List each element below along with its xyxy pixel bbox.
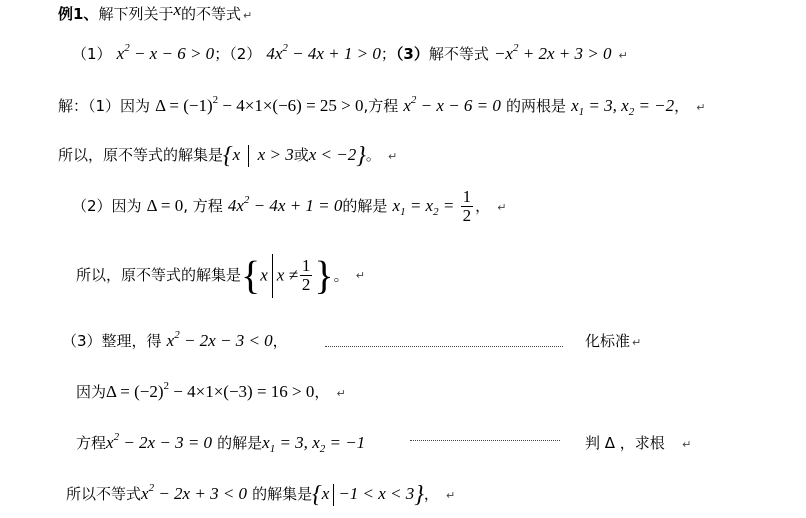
problem-sep: ； bbox=[214, 45, 230, 63]
paragraph-mark: ↵ bbox=[336, 387, 346, 400]
example-label: 例1、 bbox=[58, 5, 99, 23]
solution2-line bbox=[72, 188, 506, 225]
solution2-end: ， bbox=[475, 197, 491, 215]
problem3-text: 解不等式 bbox=[428, 45, 489, 63]
step4-expr: $x^2 - 2x + 3 < 0$ bbox=[141, 482, 248, 503]
fraction-denominator: 2 bbox=[301, 275, 311, 294]
solution2-mid: , 方程 bbox=[183, 197, 223, 215]
example-title-end: 的不等式 bbox=[181, 5, 242, 23]
fraction-numerator: 1 bbox=[462, 187, 472, 206]
solution2-eq: $4x^2 - 4x + 1 = 0$ bbox=[227, 194, 343, 215]
problem1-expr: $x^2 - x - 6 > 0$ bbox=[116, 42, 215, 63]
paragraph-mark: ↵ bbox=[682, 438, 692, 451]
solution1-end: ， bbox=[674, 97, 690, 115]
solution1-mid: ,方程 bbox=[363, 97, 399, 115]
solution1-roots-text: 的两根是 bbox=[506, 97, 567, 115]
step4-end: ， bbox=[423, 485, 439, 503]
solution1-eq: $x^2 - x - 6 = 0$ bbox=[403, 94, 501, 115]
set-divider bbox=[272, 254, 273, 298]
paragraph-mark: ↵ bbox=[497, 201, 507, 214]
example-heading bbox=[58, 0, 252, 26]
step3-prefix: 方程 bbox=[76, 434, 107, 452]
fraction-numerator: 1 bbox=[301, 256, 311, 275]
step1-note bbox=[585, 331, 641, 353]
step2-prefix: 因为 bbox=[76, 383, 107, 401]
problem-list bbox=[72, 44, 628, 66]
step1-prefix: （3）整理，得 bbox=[62, 332, 162, 350]
paragraph-mark: ↵ bbox=[387, 150, 398, 163]
problem1-label: （1） bbox=[72, 45, 112, 63]
solution2-conclusion-end: 。 bbox=[333, 266, 349, 285]
solution2-set-fraction bbox=[300, 257, 313, 294]
solution1-conclusion-end: 。 bbox=[365, 146, 381, 164]
solution1-conclusion-text: 所以，原不等式的解集是 bbox=[58, 146, 224, 164]
solution1-conclusion bbox=[58, 143, 398, 170]
example-title: 解下列关于 bbox=[98, 5, 174, 23]
step1-leader-dots bbox=[325, 346, 563, 347]
step4-mid: 的解集是 bbox=[252, 485, 313, 503]
step1-note-text: 化标准 bbox=[585, 332, 631, 350]
solution3-step4 bbox=[66, 482, 456, 509]
paragraph-mark: ↵ bbox=[696, 101, 706, 114]
solution2-roots-text: 的解是 bbox=[342, 197, 388, 215]
step3-note-text: 判 Δ ，求根 bbox=[585, 434, 665, 452]
paragraph-mark: ↵ bbox=[243, 9, 253, 22]
step1-expr: $x^2 - 2x - 3 < 0$ bbox=[166, 329, 273, 350]
paragraph-mark: ↵ bbox=[446, 489, 456, 502]
solution2-conclusion-text: 所以，原不等式的解集是 bbox=[76, 266, 242, 284]
solution2-set-cond: x ≠ bbox=[276, 265, 298, 285]
problem2-expr: $4x^2 - 4x + 1 > 0$ bbox=[266, 42, 381, 63]
step3-eq: $x^2 - 2x - 3 = 0$ bbox=[106, 431, 213, 452]
solution2-prefix: （2）因为 bbox=[72, 197, 142, 215]
step3-roots: $x_1 = 3$, $x_2 = -1$ bbox=[262, 433, 366, 455]
solution2-roots: $x_1 = x_2$ = bbox=[392, 196, 459, 218]
solution2-delta: Δ = 0 bbox=[146, 196, 184, 215]
set-right-brace: } bbox=[314, 252, 334, 298]
step4-set: {x −1 < x < 3} bbox=[312, 482, 424, 509]
solution1-line bbox=[58, 96, 705, 118]
problem-sep: ； bbox=[380, 45, 396, 63]
solution2-conclusion bbox=[76, 250, 365, 300]
solution3-step1 bbox=[62, 331, 288, 351]
step3-note bbox=[585, 433, 691, 455]
paragraph-mark: ↵ bbox=[632, 336, 642, 349]
paragraph-mark: ↵ bbox=[618, 49, 628, 62]
solution1-prefix: 解：（1）因为 bbox=[58, 97, 151, 115]
step2-expr: $\Delta = (-2)^2 - 4\times 1\times(-3) = 16 > 0$ bbox=[106, 380, 315, 401]
fraction-denominator: 2 bbox=[462, 206, 472, 225]
solution2-fraction bbox=[461, 188, 474, 225]
step4-prefix: 所以不等式 bbox=[66, 485, 142, 503]
step1-end: ， bbox=[272, 332, 288, 350]
solution3-step2 bbox=[76, 382, 346, 404]
solution3-step3 bbox=[76, 433, 365, 453]
set-left-brace: { bbox=[241, 252, 261, 298]
problem3-label: （3） bbox=[395, 45, 429, 63]
solution2-set-var: x bbox=[260, 265, 268, 285]
solution1-delta: $\Delta = (-1)^2 - 4\times 1\times(-6) = 25 > 0$ bbox=[155, 94, 364, 115]
problem2-label: （2） bbox=[229, 45, 262, 63]
solution1-set: {x x > 3或x < −2} bbox=[223, 143, 366, 170]
step2-end: ， bbox=[314, 383, 330, 401]
step3-mid: 的解是 bbox=[217, 434, 263, 452]
paragraph-mark: ↵ bbox=[355, 268, 365, 282]
example-var: x bbox=[173, 0, 181, 19]
solution1-roots: $x_1 = 3$, $x_2 = -2$ bbox=[571, 96, 675, 118]
step3-leader-dots bbox=[410, 440, 560, 441]
problem3-expr: $-x^2 + 2x + 3 > 0$ bbox=[493, 42, 612, 63]
